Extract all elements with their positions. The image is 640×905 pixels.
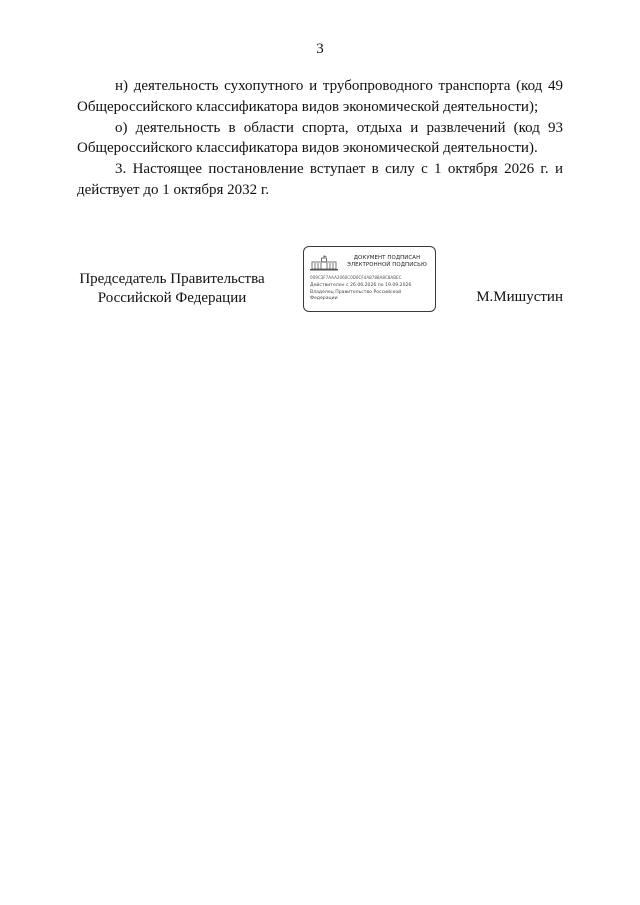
document-body [77, 76, 563, 201]
stamp-owner: Владелец Правительство Российской Федерации [310, 290, 402, 302]
stamp-title-line1: ДОКУМЕНТ ПОДПИСАН [353, 255, 421, 261]
stamp-validity-period: Действителен с 26.06.2026 по 19.09.2026 [310, 283, 412, 288]
signatory-name: М.Мишустин [476, 289, 563, 305]
paragraph-item-n: н) деятельность сухопутного и трубопроводного транспорта (код 49 Общероссийского классификатора видов экономической деятельности); [77, 78, 563, 115]
paragraph-effective-date: 3. Настоящее постановление вступает в силу с 1 октября 2026 г. и действует до 1 октября 2032 г. [77, 161, 563, 198]
electronic-signature-stamp [303, 246, 436, 312]
stamp-certificate-serial: 009C3F7AAA2060C0D0CF4A8788A8C8ABEC [310, 275, 402, 280]
signatory-position-line1: Председатель Правительства [79, 271, 265, 287]
page-number: 3 [316, 41, 324, 57]
stamp-title [340, 255, 434, 269]
signatory-position-line2: Российской Федерации [97, 290, 247, 306]
government-building-emblem-icon [309, 255, 339, 271]
paragraph-item-o: о) деятельность в области спорта, отдыха и развлечений (код 93 Общероссийского классификатора видов экономической деятельности). [77, 119, 563, 156]
signatory-position [77, 270, 267, 308]
stamp-title-line2: ЭЛЕКТРОННОЙ ПОДПИСЬЮ [347, 262, 427, 268]
